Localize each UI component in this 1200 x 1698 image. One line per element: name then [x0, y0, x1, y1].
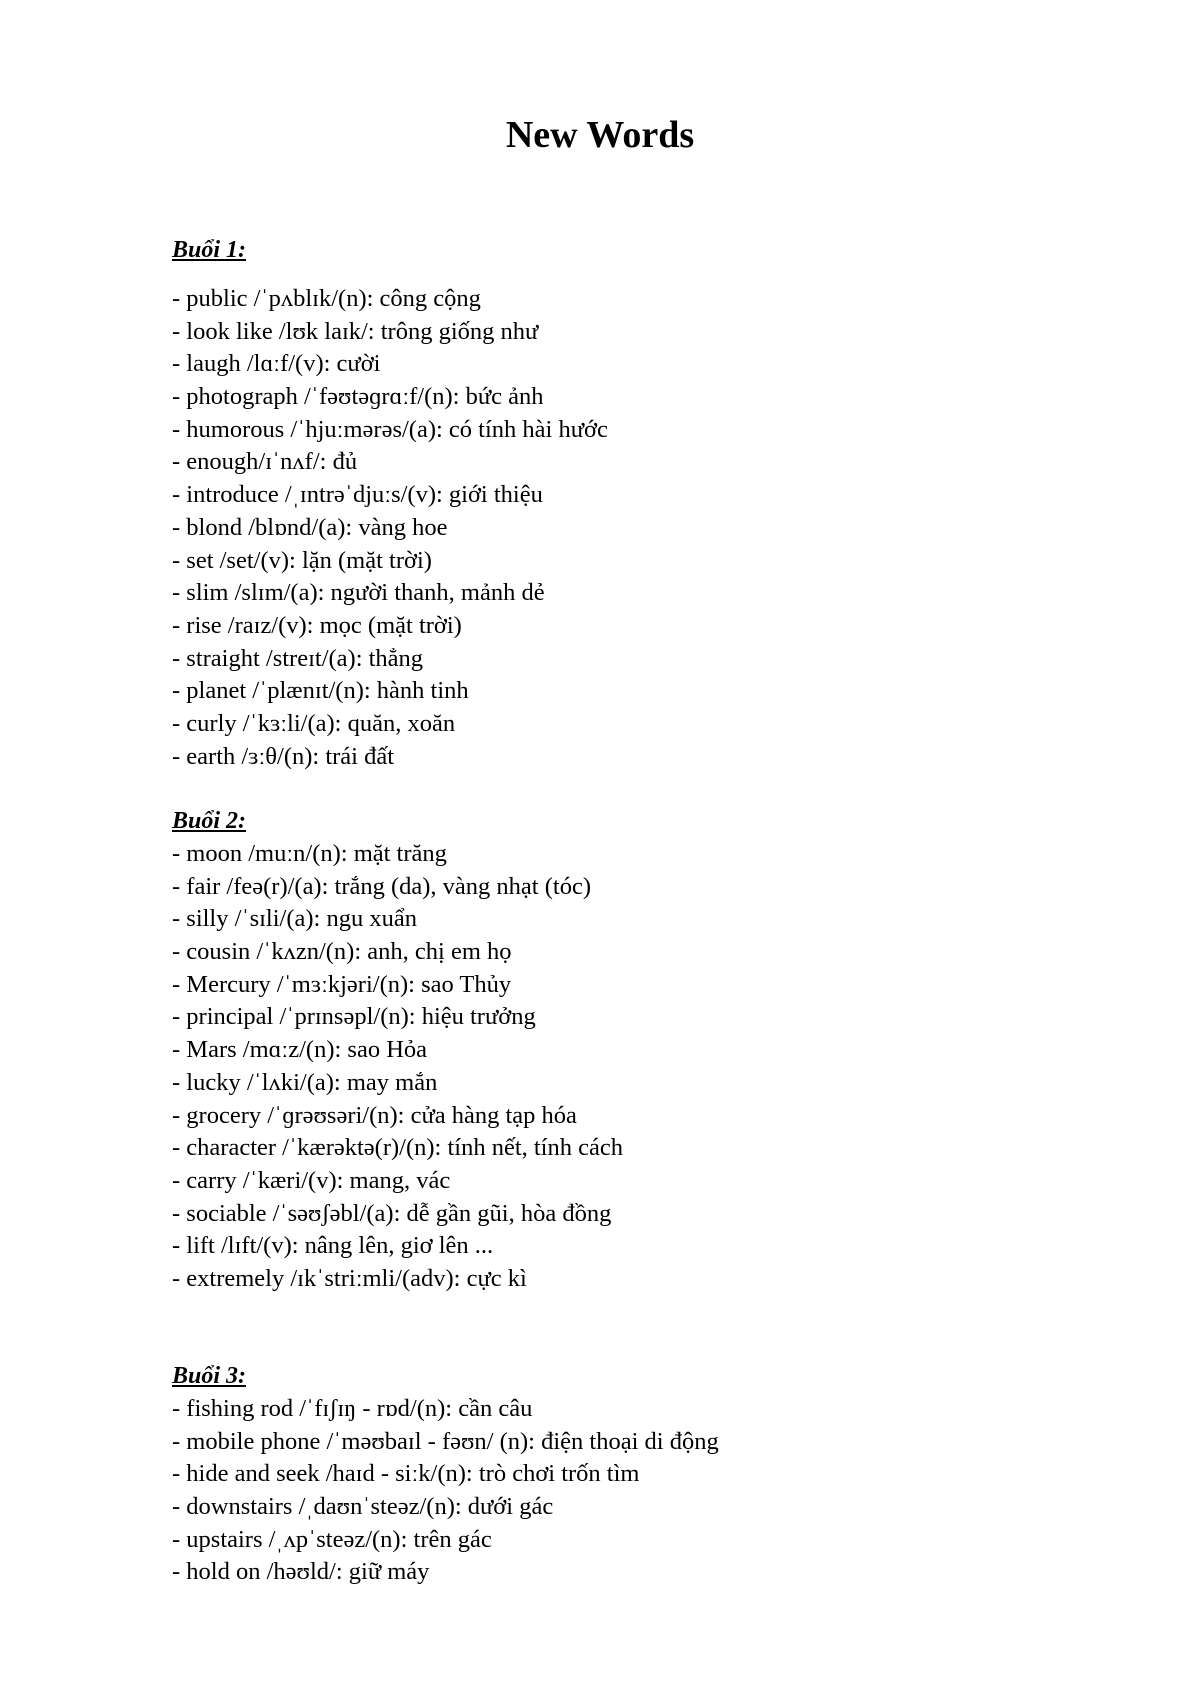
vocab-entry: - public /ˈpʌblɪk/(n): công cộng: [172, 285, 481, 312]
vocab-entry: - hold on /həʊld/: giữ máy: [172, 1558, 430, 1586]
vocab-entry: - upstairs /ˌʌpˈsteəz/(n): trên gác: [172, 1525, 492, 1553]
word-list: [172, 1393, 1072, 1589]
vocab-entry: - silly /ˈsɪli/(a): ngu xuẩn: [172, 905, 417, 933]
session-heading: Buổi 2:: [172, 808, 247, 834]
word-list: [172, 283, 1072, 773]
vocab-entry: - humorous /ˈhjuːmərəs/(a): có tính hài hước: [172, 415, 608, 443]
session-heading: Buổi 1:: [172, 237, 247, 263]
vocab-entry: - curly /ˈkɜːli/(a): quăn, xoăn: [172, 709, 456, 737]
vocab-entry: - downstairs /ˌdaʊnˈsteəz/(n): dưới gác: [172, 1493, 554, 1521]
vocab-entry: - grocery /ˈɡrəʊsəri/(n): cửa hàng tạp hóa: [172, 1101, 577, 1129]
vocab-entry: - sociable /ˈsəʊʃəbl/(a): dễ gần gũi, hòa đồng: [172, 1199, 612, 1227]
vocab-entry: - introduce /ˌɪntrəˈdjuːs/(v): giới thiệu: [172, 481, 543, 509]
vocab-entry: - carry /ˈkæri/(v): mang, vác: [172, 1166, 451, 1194]
vocab-entry: - laugh /lɑːf/(v): cười: [172, 350, 381, 378]
vocab-entry: - rise /raɪz/(v): mọc (mặt trời): [172, 611, 462, 639]
vocab-entry: - mobile phone /ˈməʊbaɪl - fəʊn/ (n): điện thoại di động: [172, 1427, 719, 1455]
vocab-entry: - cousin /ˈkʌzn/(n): anh, chị em họ: [172, 938, 512, 966]
vocab-entry: - lucky /ˈlʌki/(a): may mắn: [172, 1068, 438, 1096]
vocab-entry: - planet /ˈplænɪt/(n): hành tinh: [172, 677, 469, 705]
vocab-entry: - lift /lɪft/(v): nâng lên, giơ lên ...: [172, 1232, 494, 1260]
vocab-entry: - hide and seek /haɪd - siːk/(n): trò chơi trốn tìm: [172, 1460, 640, 1488]
vocab-entry: - straight /streɪt/(a): thẳng: [172, 644, 424, 672]
vocab-entry: - principal /ˈprɪnsəpl/(n): hiệu trưởng: [172, 1003, 536, 1031]
vocab-entry: - slim /slɪm/(a): người thanh, mảnh dẻ: [172, 579, 545, 607]
vocab-entry: - photograph /ˈfəʊtəɡrɑːf/(n): bức ảnh: [172, 383, 544, 411]
vocab-entry: - look like /lʊk laɪk/: trông giống như: [172, 317, 539, 345]
vocab-entry: - moon /muːn/(n): mặt trăng: [172, 840, 447, 867]
vocab-entry: - character /ˈkærəktə(r)/(n): tính nết, tính cách: [172, 1134, 623, 1162]
vocab-entry: - fair /feə(r)/(a): trắng (da), vàng nhạt (tóc): [172, 872, 591, 900]
session-heading: Buổi 3:: [172, 1363, 247, 1389]
vocab-entry: - set /set/(v): lặn (mặt trời): [172, 546, 432, 574]
vocab-entry: - extremely /ɪkˈstriːmli/(adv): cực kì: [172, 1264, 527, 1292]
vocab-entry: - fishing rod /ˈfɪʃɪŋ - rɒd/(n): cần câu: [172, 1395, 533, 1422]
vocab-entry: - blond /blɒnd/(a): vàng hoe: [172, 513, 448, 541]
word-list: [172, 838, 1072, 1296]
page-title: New Words: [505, 114, 695, 156]
vocab-entry: - Mars /mɑːz/(n): sao Hỏa: [172, 1036, 428, 1064]
vocab-entry: - enough/ɪˈnʌf/: đủ: [172, 448, 358, 476]
vocab-entry: - Mercury /ˈmɜːkjəri/(n): sao Thủy: [172, 970, 512, 998]
vocab-entry: - earth /ɜːθ/(n): trái đất: [172, 742, 395, 770]
